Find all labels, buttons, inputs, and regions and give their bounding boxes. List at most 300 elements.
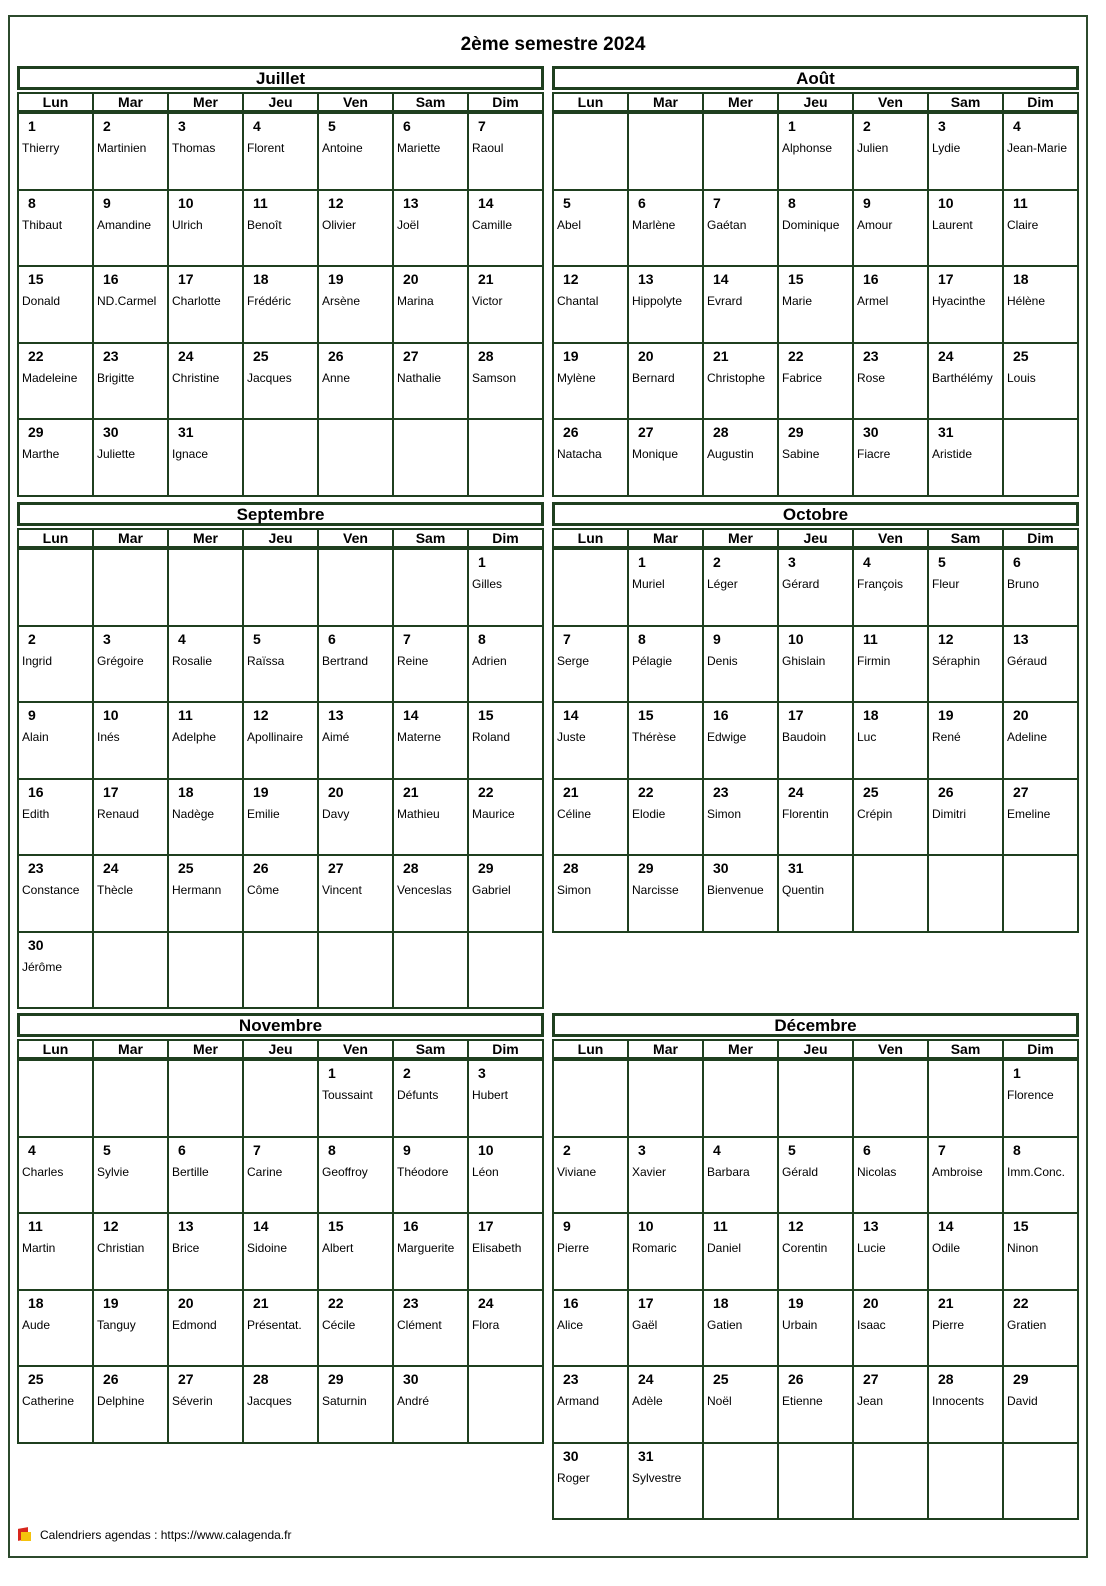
- saint-name: Roger: [557, 1470, 590, 1485]
- day-cell[interactable]: [92, 267, 167, 342]
- day-cell[interactable]: [392, 191, 467, 266]
- day-cell[interactable]: [1002, 1214, 1077, 1289]
- day-cell[interactable]: [167, 267, 242, 342]
- day-number: 25: [1013, 347, 1029, 364]
- day-cell[interactable]: [167, 1214, 242, 1289]
- day-cell[interactable]: [242, 1138, 317, 1213]
- day-cell[interactable]: [777, 856, 852, 931]
- day-number: 25: [863, 783, 879, 800]
- day-number: 26: [253, 860, 269, 876]
- day-cell[interactable]: [777, 703, 852, 778]
- saint-name: Samson: [472, 370, 517, 385]
- day-cell[interactable]: [392, 114, 467, 189]
- day-cell[interactable]: [242, 627, 317, 702]
- weeks: [552, 548, 1079, 933]
- saint-name: Madeleine: [22, 370, 78, 385]
- day-cell[interactable]: [702, 627, 777, 702]
- saint-name: Marie: [782, 294, 813, 308]
- day-cell[interactable]: [852, 1367, 927, 1442]
- day-cell[interactable]: [702, 344, 777, 419]
- day-cell[interactable]: [702, 1291, 777, 1366]
- day-cell[interactable]: [467, 1291, 542, 1366]
- day-cell[interactable]: [19, 1214, 92, 1289]
- day-cell[interactable]: [1002, 1061, 1077, 1136]
- day-cell[interactable]: [852, 1214, 927, 1289]
- day-cell[interactable]: [702, 1367, 777, 1442]
- day-cell[interactable]: [927, 550, 1002, 625]
- saint-name: Victor: [472, 294, 503, 308]
- day-cell[interactable]: [852, 191, 927, 266]
- saint-name: Hubert: [472, 1088, 509, 1102]
- day-cell[interactable]: [167, 1138, 242, 1213]
- day-cell[interactable]: [317, 1291, 392, 1366]
- weekday-label: Jeu: [777, 1041, 852, 1057]
- day-cell[interactable]: [627, 1291, 702, 1366]
- day-number: 16: [563, 1294, 579, 1311]
- day-number: 11: [28, 1218, 43, 1234]
- day-cell[interactable]: [852, 344, 927, 419]
- saint-name: Lydie: [932, 141, 961, 155]
- day-cell[interactable]: [392, 856, 467, 931]
- day-cell[interactable]: [554, 780, 627, 855]
- day-cell[interactable]: [467, 1061, 542, 1136]
- day-number: 8: [638, 630, 646, 647]
- day-cell[interactable]: [19, 933, 92, 1008]
- day-cell[interactable]: [92, 1291, 167, 1366]
- day-cell[interactable]: [1002, 267, 1077, 342]
- saint-name: Dimitri: [932, 806, 966, 821]
- day-cell[interactable]: [19, 191, 92, 266]
- day-cell[interactable]: [467, 191, 542, 266]
- day-cell[interactable]: [392, 1138, 467, 1213]
- day-number: 16: [28, 783, 44, 800]
- saint-name: Jacques: [247, 370, 292, 385]
- saint-name: Mathieu: [397, 806, 440, 821]
- day-cell[interactable]: [702, 1214, 777, 1289]
- day-cell[interactable]: [392, 267, 467, 342]
- day-cell[interactable]: [19, 267, 92, 342]
- day-cell[interactable]: [554, 1367, 627, 1442]
- day-cell[interactable]: [467, 1138, 542, 1213]
- saint-name: Léon: [472, 1164, 499, 1179]
- saint-name: Géraud: [1007, 653, 1048, 668]
- day-cell[interactable]: [467, 550, 542, 625]
- day-cell[interactable]: [317, 1138, 392, 1213]
- day-number: 2: [28, 630, 36, 647]
- day-cell[interactable]: [317, 344, 392, 419]
- day-cell[interactable]: [702, 191, 777, 266]
- empty-cell: [92, 550, 167, 625]
- day-cell[interactable]: [19, 856, 92, 931]
- day-cell[interactable]: [19, 627, 92, 702]
- day-cell[interactable]: [242, 1291, 317, 1366]
- day-cell[interactable]: [167, 420, 242, 495]
- week-row: [554, 548, 1077, 625]
- day-cell[interactable]: [554, 267, 627, 342]
- day-number: 4: [863, 554, 871, 570]
- day-cell[interactable]: [92, 1138, 167, 1213]
- day-cell[interactable]: [467, 780, 542, 855]
- footer-text[interactable]: Calendriers agendas : https://www.calagenda.fr: [40, 1528, 292, 1542]
- day-number: 19: [788, 1294, 804, 1311]
- saint-name: Materne: [397, 730, 442, 744]
- day-number: 14: [938, 1218, 954, 1234]
- day-cell[interactable]: [702, 267, 777, 342]
- day-cell[interactable]: [627, 780, 702, 855]
- day-cell[interactable]: [19, 703, 92, 778]
- day-cell[interactable]: [467, 1214, 542, 1289]
- day-cell[interactable]: [1002, 1138, 1077, 1213]
- day-cell[interactable]: [852, 1138, 927, 1213]
- day-cell[interactable]: [1002, 627, 1077, 702]
- day-cell[interactable]: [392, 627, 467, 702]
- day-cell[interactable]: [167, 344, 242, 419]
- day-number: 20: [328, 783, 344, 800]
- day-cell[interactable]: [702, 420, 777, 495]
- saint-name: Gérald: [782, 1164, 819, 1179]
- day-cell[interactable]: [1002, 550, 1077, 625]
- day-cell[interactable]: [627, 267, 702, 342]
- day-cell[interactable]: [242, 344, 317, 419]
- day-cell[interactable]: [317, 1367, 392, 1442]
- month-title: Octobre: [552, 502, 1079, 526]
- day-cell[interactable]: [317, 191, 392, 266]
- day-number: 8: [1013, 1141, 1021, 1158]
- saint-name: Bruno: [1007, 577, 1040, 591]
- day-cell[interactable]: [852, 780, 927, 855]
- day-number: 20: [638, 347, 654, 364]
- day-cell[interactable]: [927, 1367, 1002, 1442]
- day-cell[interactable]: [777, 267, 852, 342]
- day-cell[interactable]: [92, 114, 167, 189]
- empty-cell: [627, 114, 702, 189]
- day-number: 6: [178, 1141, 186, 1158]
- saint-name: Jean: [857, 1394, 884, 1408]
- day-cell[interactable]: [467, 627, 542, 702]
- day-number: 30: [103, 424, 119, 440]
- day-cell[interactable]: [92, 1214, 167, 1289]
- day-cell[interactable]: [167, 114, 242, 189]
- day-cell[interactable]: [777, 627, 852, 702]
- saint-name: Mylène: [557, 370, 596, 385]
- saint-name: Armel: [857, 294, 889, 308]
- day-cell[interactable]: [554, 627, 627, 702]
- day-cell[interactable]: [1002, 703, 1077, 778]
- day-cell[interactable]: [852, 550, 927, 625]
- saint-name: Laurent: [932, 217, 973, 232]
- day-cell[interactable]: [927, 703, 1002, 778]
- day-cell[interactable]: [777, 1214, 852, 1289]
- saint-name: Noël: [707, 1394, 732, 1408]
- day-cell[interactable]: [554, 703, 627, 778]
- day-cell[interactable]: [242, 1367, 317, 1442]
- day-cell[interactable]: [554, 1444, 627, 1519]
- day-cell[interactable]: [554, 420, 627, 495]
- saint-name: Roland: [472, 730, 511, 744]
- day-cell[interactable]: [392, 1061, 467, 1136]
- day-number: 8: [328, 1141, 336, 1158]
- day-number: 5: [938, 554, 946, 570]
- day-cell[interactable]: [927, 267, 1002, 342]
- day-number: 7: [713, 194, 721, 211]
- day-number: 28: [253, 1371, 269, 1387]
- day-cell[interactable]: [19, 1138, 92, 1213]
- day-cell[interactable]: [852, 703, 927, 778]
- day-cell[interactable]: [392, 1214, 467, 1289]
- day-number: 15: [1013, 1218, 1029, 1234]
- day-number: 3: [938, 118, 946, 134]
- day-cell[interactable]: [927, 420, 1002, 495]
- day-cell[interactable]: [19, 420, 92, 495]
- day-cell[interactable]: [317, 1214, 392, 1289]
- day-cell[interactable]: [927, 780, 1002, 855]
- day-cell[interactable]: [317, 627, 392, 702]
- day-cell[interactable]: [554, 1291, 627, 1366]
- day-cell[interactable]: [927, 344, 1002, 419]
- saint-name: Camille: [472, 217, 513, 232]
- day-cell[interactable]: [627, 1367, 702, 1442]
- saint-name: Geoffroy: [322, 1164, 368, 1179]
- day-number: 8: [788, 194, 796, 211]
- day-cell[interactable]: [92, 780, 167, 855]
- day-cell[interactable]: [1002, 1291, 1077, 1366]
- saint-name: Gatien: [707, 1317, 743, 1332]
- saint-name: Bienvenue: [707, 883, 764, 897]
- weekday-header: [17, 92, 544, 112]
- empty-cell: [702, 1444, 777, 1519]
- weekday-label: Dim: [467, 530, 542, 546]
- day-cell[interactable]: [467, 344, 542, 419]
- day-cell[interactable]: [627, 344, 702, 419]
- day-cell[interactable]: [167, 703, 242, 778]
- day-cell[interactable]: [167, 1291, 242, 1366]
- day-cell[interactable]: [1002, 191, 1077, 266]
- saint-name: Gabriel: [472, 883, 511, 897]
- day-cell[interactable]: [554, 344, 627, 419]
- day-cell[interactable]: [92, 191, 167, 266]
- day-cell[interactable]: [467, 114, 542, 189]
- day-cell[interactable]: [317, 267, 392, 342]
- day-cell[interactable]: [927, 1138, 1002, 1213]
- saint-name: Gérard: [782, 577, 820, 591]
- saint-name: Séraphin: [932, 653, 981, 668]
- saint-name: Fabrice: [782, 370, 823, 385]
- day-cell[interactable]: [702, 856, 777, 931]
- day-cell[interactable]: [317, 856, 392, 931]
- day-cell[interactable]: [627, 1444, 702, 1519]
- day-cell[interactable]: [777, 191, 852, 266]
- day-cell[interactable]: [317, 703, 392, 778]
- day-number: 9: [863, 194, 871, 211]
- saint-name: Juliette: [97, 447, 136, 461]
- day-cell[interactable]: [852, 627, 927, 702]
- day-cell[interactable]: [627, 627, 702, 702]
- day-cell[interactable]: [554, 1214, 627, 1289]
- day-number: 26: [788, 1371, 804, 1387]
- day-number: 23: [103, 347, 119, 364]
- day-number: 4: [1013, 118, 1021, 134]
- day-number: 30: [713, 860, 729, 876]
- day-cell[interactable]: [927, 1214, 1002, 1289]
- weekday-label: Jeu: [242, 530, 317, 546]
- day-cell[interactable]: [392, 703, 467, 778]
- day-cell[interactable]: [927, 1291, 1002, 1366]
- day-cell[interactable]: [627, 1214, 702, 1289]
- saint-name: Odile: [932, 1241, 961, 1255]
- day-number: 21: [403, 783, 419, 800]
- day-cell[interactable]: [242, 191, 317, 266]
- saint-name: Ghislain: [782, 653, 826, 668]
- day-cell[interactable]: [627, 420, 702, 495]
- day-cell[interactable]: [777, 550, 852, 625]
- day-cell[interactable]: [167, 1367, 242, 1442]
- day-number: 30: [403, 1371, 419, 1387]
- day-cell[interactable]: [392, 344, 467, 419]
- day-cell[interactable]: [1002, 1367, 1077, 1442]
- saint-name: Florence: [1007, 1088, 1054, 1102]
- weekday-label: Lun: [577, 1041, 604, 1057]
- day-cell[interactable]: [92, 344, 167, 419]
- weeks: [552, 112, 1079, 497]
- day-cell[interactable]: [167, 856, 242, 931]
- day-cell[interactable]: [317, 780, 392, 855]
- day-cell[interactable]: [627, 1138, 702, 1213]
- saint-name: Narcisse: [632, 883, 679, 897]
- day-cell[interactable]: [927, 114, 1002, 189]
- saint-name: Alain: [22, 730, 49, 744]
- week-row: [19, 548, 542, 625]
- day-cell[interactable]: [1002, 344, 1077, 419]
- day-cell[interactable]: [777, 1291, 852, 1366]
- day-number: 30: [563, 1447, 579, 1464]
- day-cell[interactable]: [852, 1291, 927, 1366]
- day-cell[interactable]: [392, 780, 467, 855]
- day-cell[interactable]: [702, 550, 777, 625]
- empty-cell: [777, 1444, 852, 1519]
- day-cell[interactable]: [627, 191, 702, 266]
- day-cell[interactable]: [467, 856, 542, 931]
- saint-name: Clément: [397, 1317, 442, 1332]
- weekday-label: Jeu: [242, 1041, 317, 1057]
- saint-name: Evrard: [707, 294, 743, 308]
- saint-name: René: [932, 730, 961, 744]
- day-cell[interactable]: [92, 1367, 167, 1442]
- weekday-label: Mar: [627, 94, 702, 110]
- day-number: 5: [563, 194, 571, 211]
- day-cell[interactable]: [242, 1214, 317, 1289]
- day-number: 8: [478, 630, 486, 647]
- day-cell[interactable]: [777, 780, 852, 855]
- day-cell[interactable]: [554, 191, 627, 266]
- day-cell[interactable]: [242, 267, 317, 342]
- weekday-label: Ven: [852, 94, 927, 110]
- empty-cell: [927, 1061, 1002, 1136]
- day-cell[interactable]: [392, 1367, 467, 1442]
- day-cell[interactable]: [19, 1291, 92, 1366]
- day-number: 24: [788, 783, 804, 800]
- empty-cell: [92, 933, 167, 1008]
- day-cell[interactable]: [167, 780, 242, 855]
- week-row: [19, 778, 542, 855]
- day-cell[interactable]: [777, 420, 852, 495]
- day-cell[interactable]: [777, 1367, 852, 1442]
- saint-name: Gaël: [632, 1317, 658, 1332]
- day-cell[interactable]: [554, 1138, 627, 1213]
- day-cell[interactable]: [167, 627, 242, 702]
- day-number: 4: [253, 118, 261, 134]
- week-row: [19, 931, 542, 1008]
- day-cell[interactable]: [317, 1061, 392, 1136]
- day-cell[interactable]: [777, 1138, 852, 1213]
- day-cell[interactable]: [852, 420, 927, 495]
- saint-name: Innocents: [932, 1394, 985, 1408]
- weekday-header: [552, 1039, 1079, 1059]
- saint-name: Charlotte: [172, 294, 221, 308]
- empty-cell: [702, 114, 777, 189]
- day-number: 2: [863, 118, 871, 134]
- saint-name: Sidoine: [247, 1241, 288, 1255]
- day-cell[interactable]: [167, 191, 242, 266]
- day-cell[interactable]: [242, 856, 317, 931]
- day-cell[interactable]: [777, 114, 852, 189]
- day-cell[interactable]: [627, 703, 702, 778]
- day-cell[interactable]: [19, 1367, 92, 1442]
- day-cell[interactable]: [627, 550, 702, 625]
- day-cell[interactable]: [242, 780, 317, 855]
- day-cell[interactable]: [467, 267, 542, 342]
- weekday-label: Mer: [167, 94, 242, 110]
- day-cell[interactable]: [1002, 114, 1077, 189]
- day-number: 15: [328, 1218, 344, 1234]
- day-cell[interactable]: [927, 191, 1002, 266]
- saint-name: Romaric: [632, 1241, 677, 1255]
- day-cell[interactable]: [19, 780, 92, 855]
- saint-name: Serge: [557, 653, 590, 668]
- day-cell[interactable]: [702, 1138, 777, 1213]
- day-cell[interactable]: [702, 703, 777, 778]
- day-cell[interactable]: [392, 1291, 467, 1366]
- day-number: 9: [713, 630, 721, 647]
- saint-name: Abel: [557, 217, 582, 232]
- day-cell[interactable]: [554, 856, 627, 931]
- day-cell[interactable]: [92, 627, 167, 702]
- day-cell[interactable]: [852, 267, 927, 342]
- day-cell[interactable]: [92, 703, 167, 778]
- day-cell[interactable]: [627, 856, 702, 931]
- day-cell[interactable]: [92, 420, 167, 495]
- day-number: 26: [328, 347, 344, 364]
- day-cell[interactable]: [19, 344, 92, 419]
- day-cell[interactable]: [1002, 780, 1077, 855]
- weekday-label: Mer: [167, 530, 242, 546]
- day-cell[interactable]: [242, 114, 317, 189]
- day-cell[interactable]: [19, 114, 92, 189]
- day-number: 25: [253, 347, 269, 364]
- empty-cell: [317, 933, 392, 1008]
- day-number: 21: [253, 1294, 269, 1311]
- day-cell[interactable]: [317, 114, 392, 189]
- day-cell[interactable]: [852, 114, 927, 189]
- day-cell[interactable]: [92, 856, 167, 931]
- day-number: 4: [178, 630, 186, 647]
- day-cell[interactable]: [467, 703, 542, 778]
- day-cell[interactable]: [702, 780, 777, 855]
- day-cell[interactable]: [777, 344, 852, 419]
- day-cell[interactable]: [242, 703, 317, 778]
- day-cell[interactable]: [927, 627, 1002, 702]
- day-number: 21: [713, 347, 729, 364]
- empty-cell: [852, 1444, 927, 1519]
